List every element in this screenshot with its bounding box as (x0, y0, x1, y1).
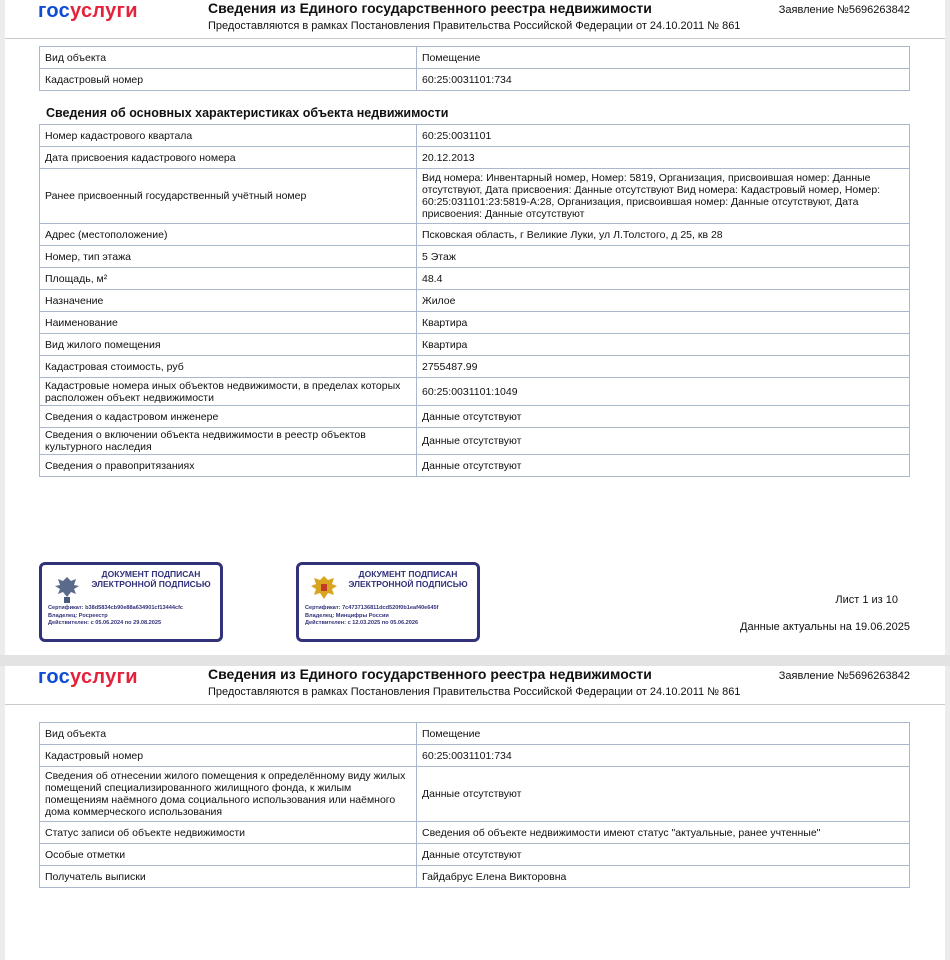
table-row (40, 822, 910, 844)
table-row (40, 268, 910, 290)
table-row (40, 844, 910, 866)
row-key: Кадастровый номер (40, 69, 417, 91)
table-row (40, 47, 910, 69)
row-value: Сведения об объекте недвижимости имеют статус "актуальные, ранее учтенные" (417, 822, 910, 844)
row-value: 20.12.2013 (417, 147, 910, 169)
table-row (40, 723, 910, 745)
stamp-validity: Действителен: с 05.06.2024 по 29.08.2025 (48, 620, 162, 626)
row-key: Дата присвоения кадастрового номера (40, 147, 417, 169)
row-value: Помещение (417, 723, 910, 745)
row-key: Вид жилого помещения (40, 334, 417, 356)
row-key: Вид объекта (40, 723, 417, 745)
row-value: Вид номера: Инвентарный номер, Номер: 5819, Организация, присвоившая номер: Данные отсутствуют, Дата присвоения: Данные отсутствуют Вид номера: Кадастровый номер, Номер: 60:25:031101:23:5819-А:28, Организация, присвоившая номер: Данные отсутствуют, Дата присвоения: Данные отсутствуют (417, 169, 910, 224)
row-value: 2755487.99 (417, 356, 910, 378)
document-page-1 (5, 0, 945, 655)
table-row (40, 69, 910, 91)
row-key: Особые отметки (40, 844, 417, 866)
application-number: Заявление №5696263842 (778, 4, 910, 16)
row-value: 60:25:0031101 (417, 125, 910, 147)
row-value: 5 Этаж (417, 246, 910, 268)
row-value: Псковская область, г Великие Луки, ул Л.Толстого, д 25, кв 28 (417, 224, 910, 246)
object-details-table (39, 722, 910, 888)
row-value: 60:25:0031101:734 (417, 69, 910, 91)
row-value: Данные отсутствуют (417, 428, 910, 455)
stamp-owner: Владелец: Минцифры России (305, 612, 389, 619)
page-subtitle: Предоставляются в рамках Постановления Правительства Российской Федерации от 24.10.2011 № 861 (208, 686, 741, 698)
row-value: 48.4 (417, 268, 910, 290)
row-value: 60:25:0031101:1049 (417, 378, 910, 406)
table-row (40, 356, 910, 378)
stamp-details (305, 605, 439, 628)
rosreestr-eagle-icon (52, 573, 82, 605)
page-subtitle: Предоставляются в рамках Постановления Правительства Российской Федерации от 24.10.2011 № 861 (208, 20, 741, 32)
row-value: Данные отсутствуют (417, 455, 910, 477)
table-row (40, 290, 910, 312)
stamp-title: ДОКУМЕНТ ПОДПИСАН ЭЛЕКТРОННОЙ ПОДПИСЬЮ (348, 569, 468, 589)
row-key: Назначение (40, 290, 417, 312)
stamp-validity: Действителен: с 12.03.2025 по 05.06.2026 (305, 620, 419, 626)
row-key: Кадастровый номер (40, 745, 417, 767)
page-header (5, 666, 945, 705)
table-row (40, 334, 910, 356)
table-row (40, 224, 910, 246)
object-summary-table (39, 46, 910, 91)
page-separator (0, 655, 950, 666)
characteristics-table (39, 124, 910, 477)
row-key: Вид объекта (40, 47, 417, 69)
stamp-title: ДОКУМЕНТ ПОДПИСАН ЭЛЕКТРОННОЙ ПОДПИСЬЮ (91, 569, 211, 589)
row-key: Номер, тип этажа (40, 246, 417, 268)
table-row (40, 147, 910, 169)
row-value: Данные отсутствуют (417, 406, 910, 428)
stamp-certificate: Сертификат: b38d5834cb90e88a634901cf13444cfc (48, 605, 184, 611)
row-key: Площадь, м² (40, 268, 417, 290)
application-number: Заявление №5696263842 (778, 670, 910, 682)
row-value: 60:25:0031101:734 (417, 745, 910, 767)
e-signature-stamp-mintsifry (296, 562, 480, 642)
data-actual-date: Данные актуальны на 19.06.2025 (740, 621, 910, 633)
row-key: Адрес (местоположение) (40, 224, 417, 246)
row-value: Квартира (417, 334, 910, 356)
sheet-number: Лист 1 из 10 (835, 594, 898, 606)
page-title: Сведения из Единого государственного реестра недвижимости (208, 666, 652, 682)
gosuslugi-logo[interactable]: госуслуги (38, 666, 138, 688)
row-key: Сведения о включении объекта недвижимости в реестр объектов культурного наследия (40, 428, 417, 455)
row-key: Наименование (40, 312, 417, 334)
row-key: Сведения о кадастровом инженере (40, 406, 417, 428)
row-value: Квартира (417, 312, 910, 334)
row-key: Кадастровые номера иных объектов недвижимости, в пределах которых расположен объект недвижимости (40, 378, 417, 406)
gosuslugi-logo[interactable]: госуслуги (38, 0, 138, 22)
row-key: Ранее присвоенный государственный учётный номер (40, 169, 417, 224)
row-key: Сведения о правопритязаниях (40, 455, 417, 477)
table-row (40, 312, 910, 334)
section-title: Сведения об основных характеристиках объекта недвижимости (46, 106, 449, 120)
table-row (40, 428, 910, 455)
stamp-details (48, 605, 183, 628)
row-value: Жилое (417, 290, 910, 312)
table-row (40, 406, 910, 428)
document-page-2 (5, 666, 945, 960)
table-row (40, 745, 910, 767)
russia-coat-of-arms-icon (309, 573, 339, 605)
row-key: Кадастровая стоимость, руб (40, 356, 417, 378)
row-value: Данные отсутствуют (417, 767, 910, 822)
table-row (40, 767, 910, 822)
row-value: Гайдабрус Елена Викторовна (417, 866, 910, 888)
page-title: Сведения из Единого государственного реестра недвижимости (208, 0, 652, 16)
stamp-certificate: Сертификат: 7c4737136811dcd520f0b1eaf40e645f (305, 605, 439, 611)
row-key: Получатель выписки (40, 866, 417, 888)
table-row (40, 246, 910, 268)
stamp-owner: Владелец: Росреестр (48, 612, 108, 619)
page-header (5, 0, 945, 39)
table-row (40, 866, 910, 888)
table-row (40, 455, 910, 477)
row-key: Номер кадастрового квартала (40, 125, 417, 147)
table-row (40, 125, 910, 147)
e-signature-stamp-rosreestr (39, 562, 223, 642)
row-key: Статус записи об объекте недвижимости (40, 822, 417, 844)
row-key: Сведения об отнесении жилого помещения к определённому виду жилых помещений специализированного жилищного фонда, к жилым помещениям наёмного дома социального использования или наёмного дома коммерческого использования (40, 767, 417, 822)
table-row (40, 169, 910, 224)
table-row (40, 378, 910, 406)
row-value: Данные отсутствуют (417, 844, 910, 866)
row-value: Помещение (417, 47, 910, 69)
